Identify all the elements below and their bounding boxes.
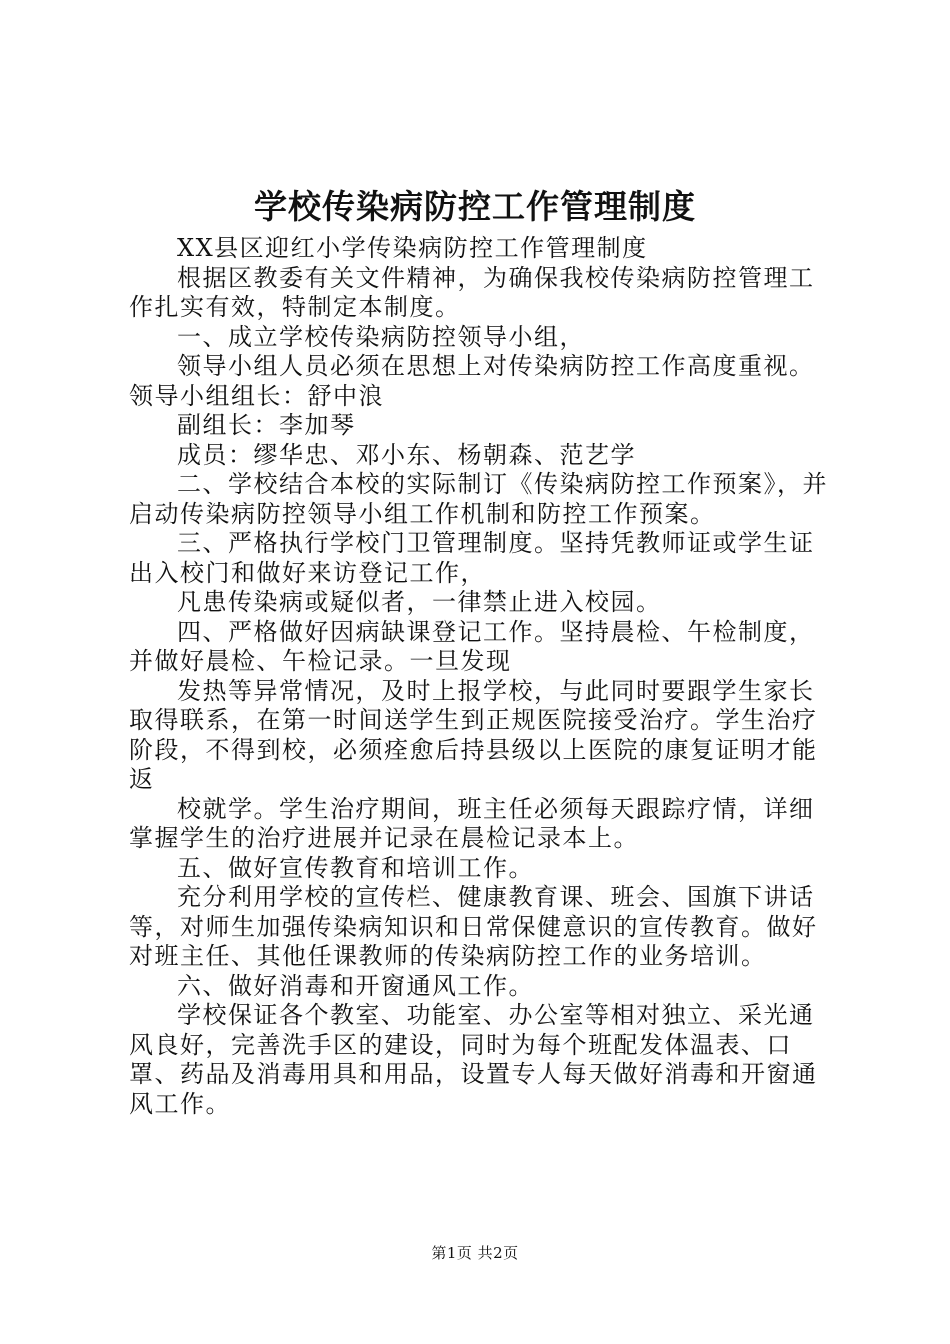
- paragraph: 二、学校结合本校的实际制订《传染病防控工作预案》，并启动传染病防控领导小组工作机制和防控工作预案。: [129, 470, 828, 528]
- paragraph: 校就学。学生治疗期间，班主任必须每天跟踪疗情，详细掌握学生的治疗进展并记录在晨检记录本上。: [129, 794, 815, 852]
- paragraph: 根据区教委有关文件精神，为确保我校传染病防控管理工作扎实有效，特制定本制度。: [129, 263, 815, 321]
- paragraph: 四、严格做好因病缺课登记工作。坚持晨检、午检制度，并做好晨检、午检记录。一旦发现: [129, 617, 815, 675]
- document-body: [129, 234, 833, 1119]
- paragraph: 一、成立学校传染病防控领导小组，: [177, 322, 585, 351]
- paragraph: 副组长：李加琴: [177, 411, 356, 439]
- paragraph: 五、做好宣传教育和培训工作。: [177, 853, 534, 882]
- paragraph: 充分利用学校的宣传栏、健康教育课、班会、国旗下讲话等，对师生加强传染病知识和日常保健意识的宣传教育。做好对班主任、其他任课教师的传染病防控工作的业务培训。: [129, 883, 818, 970]
- paragraph: 凡患传染病或疑似者，一律禁止进入校园。: [177, 588, 662, 616]
- page-number-footer: 第1页 共2页: [431, 1244, 519, 1262]
- document-title: 学校传染病防控工作管理制度: [254, 187, 696, 226]
- paragraph: 学校保证各个教室、功能室、办公室等相对独立、采光通风良好，完善洗手区的建设，同时为每个班配发体温表、口罩、药品及消毒用具和用品，设置专人每天做好消毒和开窗通风工作。: [129, 1001, 818, 1118]
- paragraph: XX县区迎红小学传染病防控工作管理制度: [177, 234, 648, 262]
- paragraph: 发热等异常情况，及时上报学校，与此同时要跟学生家长取得联系，在第一时间送学生到正规医院接受治疗。学生治疗阶段，不得到校，必须痊愈后持县级以上医院的康复证明才能返: [129, 676, 818, 793]
- paragraph: 六、做好消毒和开窗通风工作。: [177, 971, 534, 1000]
- paragraph: 领导小组人员必须在思想上对传染病防控工作高度重视。领导小组组长：舒中浪: [129, 352, 815, 410]
- paragraph: 三、严格执行学校门卫管理制度。坚持凭教师证或学生证出入校门和做好来访登记工作，: [129, 529, 815, 587]
- paragraph: 成员：缪华忠、邓小东、杨朝森、范艺学: [177, 440, 636, 469]
